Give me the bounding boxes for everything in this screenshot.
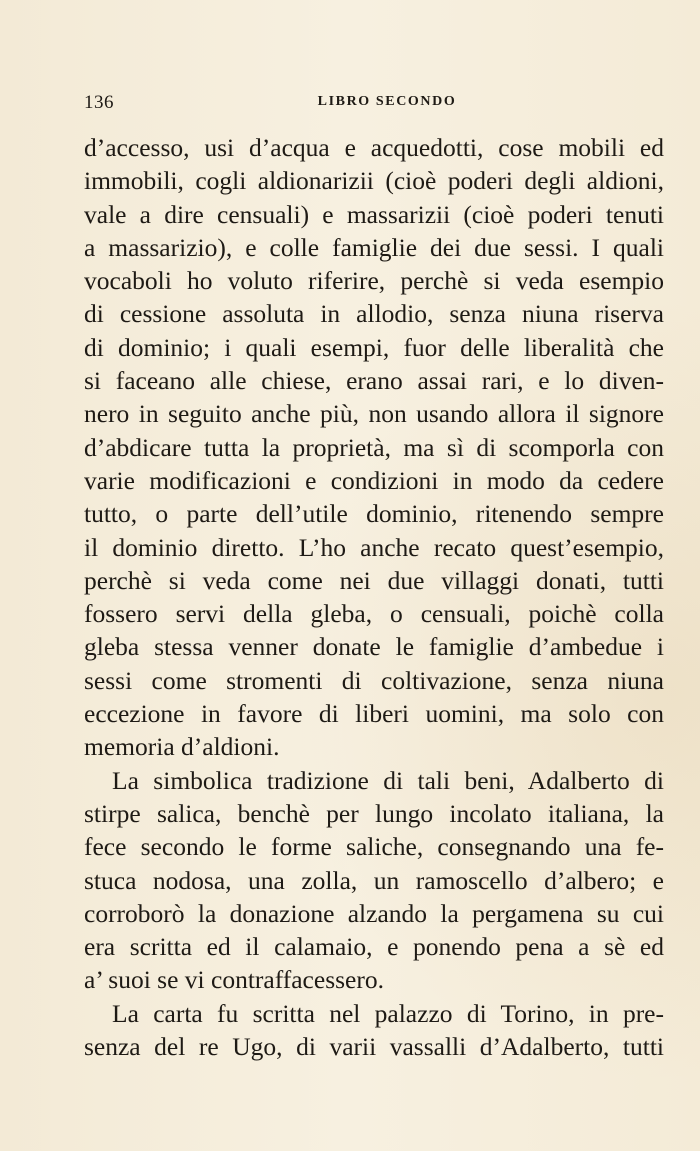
text-line: vocaboli ho voluto riferire, perchè si veda esempio xyxy=(84,266,664,296)
text-line: fece secondo le forme saliche, consegnando una fe- xyxy=(84,832,664,862)
running-head: LIBRO SECONDO xyxy=(317,94,457,109)
paragraph-1 xyxy=(84,131,664,764)
text-line: si faceano alle chiese, erano assai rari, e lo diven- xyxy=(84,366,664,396)
body-text xyxy=(84,131,664,1063)
text-line: memoria d’aldioni. xyxy=(84,732,280,762)
page-header xyxy=(84,92,662,116)
text-line: La simbolica tradizione di tali beni, Adalberto di xyxy=(112,765,664,795)
text-line: a massarizio), e colle famiglie dei due sessi. I quali xyxy=(84,232,664,262)
text-line: varie modificazioni e condizioni in modo da cedere xyxy=(84,465,664,495)
text-line: senza del re Ugo, di varii vassalli d’Adalberto, tutti xyxy=(84,1032,664,1062)
text-line: d’abdicare tutta la proprietà, ma sì di scomporla con xyxy=(84,432,664,462)
text-line: gleba stessa venner donate le famiglie d’ambedue i xyxy=(84,632,664,662)
text-line: era scritta ed il calamaio, e ponendo pena a sè ed xyxy=(84,932,664,962)
text-line: eccezione in favore di liberi uomini, ma solo con xyxy=(84,699,664,729)
text-line: di cessione assoluta in allodio, senza niuna riserva xyxy=(84,299,664,329)
text-line: fossero servi della gleba, o censuali, poichè colla xyxy=(84,599,664,629)
paragraph-2 xyxy=(84,764,664,997)
text-line: nero in seguito anche più, non usando allora il signore xyxy=(84,399,664,429)
text-line: sessi come stromenti di coltivazione, senza niuna xyxy=(84,665,664,695)
text-line: d’accesso, usi d’acqua e acquedotti, cose mobili ed xyxy=(84,133,664,162)
text-line: immobili, cogli aldionarizii (cioè poderi degli aldioni, xyxy=(84,166,664,196)
text-line: vale a dire censuali) e massarizii (cioè poderi tenuti xyxy=(84,199,664,229)
text-line: corroborò la donazione alzando la pergamena su cui xyxy=(84,898,664,928)
text-line: stirpe salica, benchè per lungo incolato italiana, la xyxy=(84,798,664,828)
paragraph-3 xyxy=(84,997,664,1064)
text-line: il dominio diretto. L’ho anche recato quest’esempio, xyxy=(84,532,664,562)
text-line: di dominio; i quali esempi, fuor delle liberalità che xyxy=(84,332,664,362)
text-line: a’ suoi se vi contraffacessero. xyxy=(84,965,384,995)
text-line: perchè si veda come nei due villaggi donati, tutti xyxy=(84,565,664,595)
text-line: La carta fu scritta nel palazzo di Torino, in pre- xyxy=(112,998,664,1028)
text-line: tutto, o parte dell’utile dominio, ritenendo sempre xyxy=(84,499,664,529)
text-line: stuca nodosa, una zolla, un ramoscello d’albero; e xyxy=(84,865,664,895)
page-number: 136 xyxy=(84,92,114,113)
